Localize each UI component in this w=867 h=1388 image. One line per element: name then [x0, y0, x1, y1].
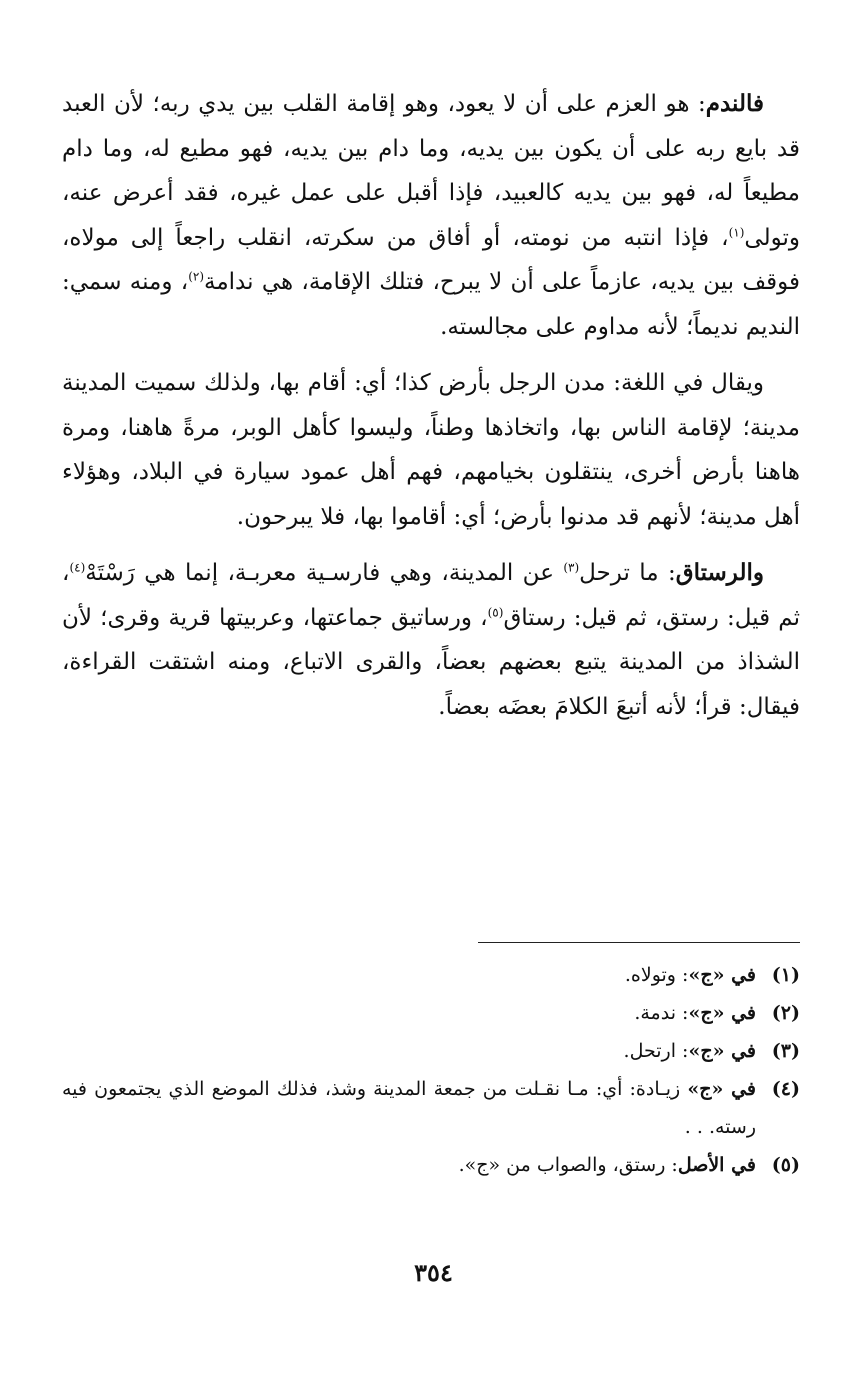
- footnote-ref-4[interactable]: (٤): [69, 560, 86, 575]
- footnote-ref-1[interactable]: (١): [728, 224, 745, 239]
- term-regret: فالندم: [705, 90, 764, 117]
- footnote-label: في «ج»: [687, 1078, 756, 1100]
- footnote-label: في «ج»: [688, 1002, 756, 1024]
- paragraph-text: عن المدينة، وهي فارسـية معربـة، إنما هي رَسْتَهْ: [85, 560, 564, 586]
- footnote-divider: [478, 942, 800, 943]
- paragraph-text: ويقال في اللغة: مدن الرجل بأرض كذا؛ أي: أقام بها، ولذلك سميت المدينة مدينة؛ لإقامة الناس بها، واتخاذها وطناً، وليسوا كأهل الوبر، مرةً هاهنا، ومرة هاهنا بأرض أخرى، ينتقلون بخيامهم، فهم أهل عمود سيارة في البلاد، وهؤلاء أهل مدينة؛ لأنهم قد مدنوا بأرض؛ أي: أقاموا بها، فلا يبرحون.: [62, 370, 800, 530]
- term-rustaq: والرستاق: [675, 559, 764, 586]
- footnote-label: في «ج»: [688, 964, 756, 986]
- footnote-number: (٣): [771, 1040, 800, 1062]
- footnote-ref-2[interactable]: (٢): [188, 269, 205, 284]
- footnote-label: في «ج»: [688, 1040, 756, 1062]
- main-text: [62, 82, 800, 741]
- footnote-number: (٥): [771, 1154, 800, 1176]
- footnote-body: زيـادة: أي: مـا نقـلت من جمعة المدينة وشذ، فذلك الموضع الذي يجتمعون فيه رسته. . .: [62, 1078, 756, 1138]
- page-number: ٣٥٤: [414, 1258, 453, 1287]
- footnote-ref-5[interactable]: (٥): [487, 604, 504, 619]
- footnote-label: في الأصل: [677, 1154, 756, 1176]
- paragraph-city: [62, 361, 800, 539]
- footnote-body: : رستق، والصواب من «ج».: [458, 1154, 678, 1176]
- paragraph-rustaq: [62, 551, 800, 729]
- footnote-body: : ندمة.: [634, 1002, 689, 1024]
- footnote-number: (٢): [771, 1002, 800, 1024]
- footnote-number: (١): [771, 964, 800, 986]
- footnote-body: : وتولاه.: [624, 964, 689, 986]
- paragraph-text: ، ورساتيق جماعتها، وعربيتها قرية وقرى؛ لأن الشذاذ من المدينة يتبع بعضهم بعضاً، والقرى الاتباع، ومنه اشتقت القراءة، فيقال: قرأ؛ لأنه أتبعَ الكلامَ بعضَه بعضاً.: [62, 604, 800, 720]
- footnote-text: [62, 994, 756, 1032]
- paragraph-text: ، ثم قيل: رستق، ثم قيل: رستاق: [62, 560, 800, 631]
- footnote-text: [62, 956, 756, 994]
- footnote-text: [62, 1146, 756, 1184]
- footnotes: [62, 956, 800, 1184]
- footnote-number: (٤): [771, 1078, 800, 1100]
- footnote-body: : ارتحل.: [623, 1040, 689, 1062]
- footnote-item: [62, 956, 800, 994]
- footnote-ref-3[interactable]: (٣): [563, 560, 580, 575]
- footnote-text: [62, 1032, 756, 1070]
- paragraph-text: ، ومنه سمي: النديم نديماً؛ لأنه مداوم على مجالسته.: [62, 269, 800, 340]
- footnote-text: [62, 1070, 756, 1146]
- paragraph-text: ، فإذا انتبه من نومته، أو أفاق من سكرته، انقلب راجعاً إلى مولاه، فوقف بين يديه، عازماً على أن لا يبرح، فتلك الإقامة، هي ندامة: [62, 224, 800, 295]
- paragraph-regret: [62, 82, 800, 349]
- footnote-item: [62, 1146, 800, 1184]
- footnote-item: [62, 994, 800, 1032]
- footnote-item: [62, 1032, 800, 1070]
- paragraph-text: : ما ترحل: [579, 560, 676, 586]
- footnote-item: [62, 1070, 800, 1146]
- paragraph-text: : هو العزم على أن لا يعود، وهو إقامة القلب بين يدي ربه؛ لأن العبد قد بايع ربه على أن يكون بين يديه، وما دام بين يديه، فهو مطيع له، وما دام مطيعاً له، فهو بين يديه كالعبيد، فإذا أقبل على عمل غيره، فقد أعرض عنه، وتولى: [62, 91, 800, 251]
